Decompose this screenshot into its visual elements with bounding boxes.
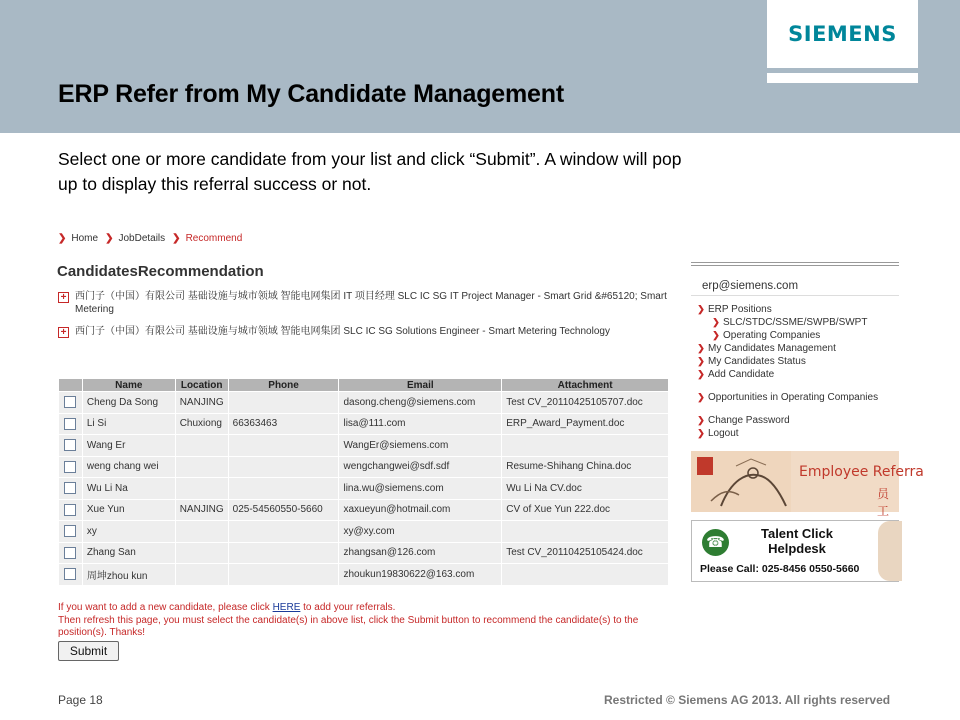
instruction-note <box>58 602 673 640</box>
table-row <box>59 478 669 500</box>
row-checkbox[interactable] <box>64 439 76 451</box>
chevron-right-icon: ❯ <box>697 304 705 314</box>
sidebar-email[interactable]: erp@siemens.com <box>691 280 899 296</box>
helpdesk-title: Talent Click Helpdesk <box>760 526 833 556</box>
header-select <box>59 379 83 392</box>
siemens-logo <box>767 0 918 68</box>
breadcrumb-home[interactable]: Home <box>71 233 99 244</box>
submit-button[interactable]: Submit <box>58 641 119 661</box>
cell-phone <box>228 392 339 414</box>
sidebar-menu-item[interactable] <box>691 303 899 316</box>
cell-name: Zhang San <box>82 542 175 564</box>
note-line1-pre: If you want to add a new candidate, please click <box>58 602 273 613</box>
cell-attachment[interactable] <box>502 521 669 543</box>
sidebar-menu-label: Logout <box>708 428 739 439</box>
copyright-notice: Restricted © Siemens AG 2013. All rights reserved <box>604 693 891 707</box>
helpdesk-agent-photo <box>878 521 902 581</box>
chevron-right-icon: ❯ <box>697 392 705 402</box>
cell-name: weng chang wei <box>82 456 175 478</box>
cell-name: Wang Er <box>82 435 175 457</box>
cell-attachment[interactable]: Resume-Shihang China.doc <box>502 456 669 478</box>
cell-email: wengchangwei@sdf.sdf <box>339 456 502 478</box>
banner-subtitle: 员工 <box>877 487 890 518</box>
banner-title: Employee Referra <box>799 464 924 480</box>
chevron-right-icon: ❯ <box>172 233 181 244</box>
sidebar-divider <box>691 265 899 266</box>
sidebar-menu-label: ERP Positions <box>708 304 772 315</box>
cell-location: NANJING <box>175 499 228 521</box>
sidebar-menu-label: Operating Companies <box>723 330 821 341</box>
header-name: Name <box>82 379 175 392</box>
row-checkbox[interactable] <box>64 482 76 494</box>
job-title: 西门子（中国）有限公司 基础设施与城市领域 智能电网集团 IT 项目经理 SLC IC SG IT Project Manager - Smart Grid &#65120; Smart Metering <box>75 291 667 315</box>
sidebar <box>691 262 899 440</box>
slide-title: ERP Refer from My Candidate Management <box>58 80 564 108</box>
cell-attachment[interactable]: Test CV_20110425105424.doc <box>502 542 669 564</box>
sidebar-menu <box>691 303 899 440</box>
sidebar-menu-item[interactable] <box>691 342 899 355</box>
row-checkbox[interactable] <box>64 504 76 516</box>
table-row <box>59 456 669 478</box>
add-candidate-link[interactable]: HERE <box>272 602 301 613</box>
cell-phone <box>228 456 339 478</box>
note-line2: Then refresh this page, you must select the candidate(s) in above list, click the Submit button to recommend the candidate(s) to the position(s). Thanks! <box>58 614 639 638</box>
cell-attachment[interactable]: Wu Li Na CV.doc <box>502 478 669 500</box>
sidebar-menu-item[interactable] <box>691 329 899 342</box>
row-checkbox[interactable] <box>64 547 76 559</box>
chevron-right-icon: ❯ <box>697 369 705 379</box>
cell-attachment[interactable]: CV of Xue Yun 222.doc <box>502 499 669 521</box>
cell-phone <box>228 564 339 586</box>
cell-location <box>175 564 228 586</box>
table-row <box>59 564 669 586</box>
employee-referral-banner[interactable] <box>691 451 924 518</box>
job-item <box>58 325 678 338</box>
table-header-row <box>59 379 669 392</box>
cell-email: zhangsan@126.com <box>339 542 502 564</box>
cell-email: lisa@111.com <box>339 413 502 435</box>
cell-phone <box>228 478 339 500</box>
cell-phone: 025-54560550-5660 <box>228 499 339 521</box>
sidebar-menu-label: Add Candidate <box>708 369 775 380</box>
cell-location <box>175 456 228 478</box>
sidebar-menu-item[interactable] <box>691 368 899 381</box>
job-item <box>58 290 678 316</box>
helpdesk-phone: Please Call: 025-8456 0550-5660 <box>700 563 860 575</box>
cell-attachment[interactable] <box>502 564 669 586</box>
sidebar-menu-item[interactable] <box>691 316 899 329</box>
sidebar-menu-item[interactable] <box>691 355 899 368</box>
chevron-right-icon: ❯ <box>105 233 114 244</box>
intro-text: Select one or more candidate from your list and click “Submit”. A window will pop up to display this referral success or not. <box>58 149 682 194</box>
chevron-right-icon: ❯ <box>58 233 67 244</box>
sidebar-menu-item[interactable] <box>691 414 899 427</box>
row-checkbox[interactable] <box>64 418 76 430</box>
cell-location <box>175 478 228 500</box>
job-title: 西门子（中国）有限公司 基础设施与城市领域 智能电网集团 SLC IC SG Solutions Engineer - Smart Metering Technology <box>75 326 610 337</box>
note-line1-post: to add your referrals. <box>300 602 396 613</box>
cell-email: xy@xy.com <box>339 521 502 543</box>
cell-email: xaxueyun@hotmail.com <box>339 499 502 521</box>
cell-name: Wu Li Na <box>82 478 175 500</box>
sidebar-menu-label: SLC/STDC/SSME/SWPB/SWPT <box>723 317 868 328</box>
expand-plus-icon[interactable]: + <box>58 327 69 338</box>
table-row <box>59 542 669 564</box>
chevron-right-icon: ❯ <box>697 356 705 366</box>
table-row <box>59 499 669 521</box>
breadcrumb <box>58 233 249 244</box>
chevron-right-icon: ❯ <box>697 428 705 438</box>
logo-text: SIEMENS <box>788 22 897 46</box>
cell-email: lina.wu@siemens.com <box>339 478 502 500</box>
cell-phone <box>228 435 339 457</box>
ink-painting-illustration <box>691 451 791 512</box>
header-phone: Phone <box>228 379 339 392</box>
phone-icon: ☎ <box>702 529 729 556</box>
chevron-right-icon: ❯ <box>697 343 705 353</box>
sidebar-menu-item[interactable] <box>691 391 899 404</box>
sidebar-menu-label: My Candidates Status <box>708 356 806 367</box>
sidebar-menu-item[interactable] <box>691 427 899 440</box>
sidebar-divider <box>691 262 899 263</box>
breadcrumb-recommend: Recommend <box>185 233 243 244</box>
cell-location: NANJING <box>175 392 228 414</box>
header-attachment: Attachment <box>502 379 669 392</box>
cell-email: zhoukun19830622@163.com <box>339 564 502 586</box>
table-row <box>59 521 669 543</box>
candidates-table <box>58 378 669 586</box>
header-email: Email <box>339 379 502 392</box>
expand-plus-icon[interactable]: + <box>58 292 69 303</box>
row-checkbox[interactable] <box>64 396 76 408</box>
cell-email: dasong.cheng@siemens.com <box>339 392 502 414</box>
cell-phone <box>228 542 339 564</box>
chevron-right-icon: ❯ <box>712 317 720 327</box>
cell-phone <box>228 521 339 543</box>
cell-phone: 66363463 <box>228 413 339 435</box>
table-row <box>59 392 669 414</box>
cell-attachment[interactable] <box>502 435 669 457</box>
cell-location <box>175 435 228 457</box>
sidebar-menu-label: Opportunities in Operating Companies <box>708 392 879 403</box>
cell-location <box>175 542 228 564</box>
cell-name: xy <box>82 521 175 543</box>
table-row <box>59 413 669 435</box>
page-number: Page 18 <box>58 693 103 707</box>
row-checkbox[interactable] <box>64 568 76 580</box>
breadcrumb-jobdetails[interactable]: JobDetails <box>118 233 166 244</box>
cell-attachment[interactable]: ERP_Award_Payment.doc <box>502 413 669 435</box>
table-row <box>59 435 669 457</box>
cell-location <box>175 521 228 543</box>
chevron-right-icon: ❯ <box>712 330 720 340</box>
row-checkbox[interactable] <box>64 461 76 473</box>
row-checkbox[interactable] <box>64 525 76 537</box>
cell-attachment[interactable]: Test CV_20110425105707.doc <box>502 392 669 414</box>
cell-name: Xue Yun <box>82 499 175 521</box>
cell-name: 周坤zhou kun <box>82 564 175 586</box>
cell-name: Cheng Da Song <box>82 392 175 414</box>
cell-location: Chuxiong <box>175 413 228 435</box>
helpdesk-banner[interactable] <box>691 520 899 582</box>
cell-name: Li Si <box>82 413 175 435</box>
logo-underline <box>767 73 918 83</box>
sidebar-menu-label: My Candidates Management <box>708 343 836 354</box>
cell-email: WangEr@siemens.com <box>339 435 502 457</box>
section-title: CandidatesRecommendation <box>57 263 264 280</box>
chevron-right-icon: ❯ <box>697 415 705 425</box>
header-location: Location <box>175 379 228 392</box>
sidebar-menu-label: Change Password <box>708 415 790 426</box>
